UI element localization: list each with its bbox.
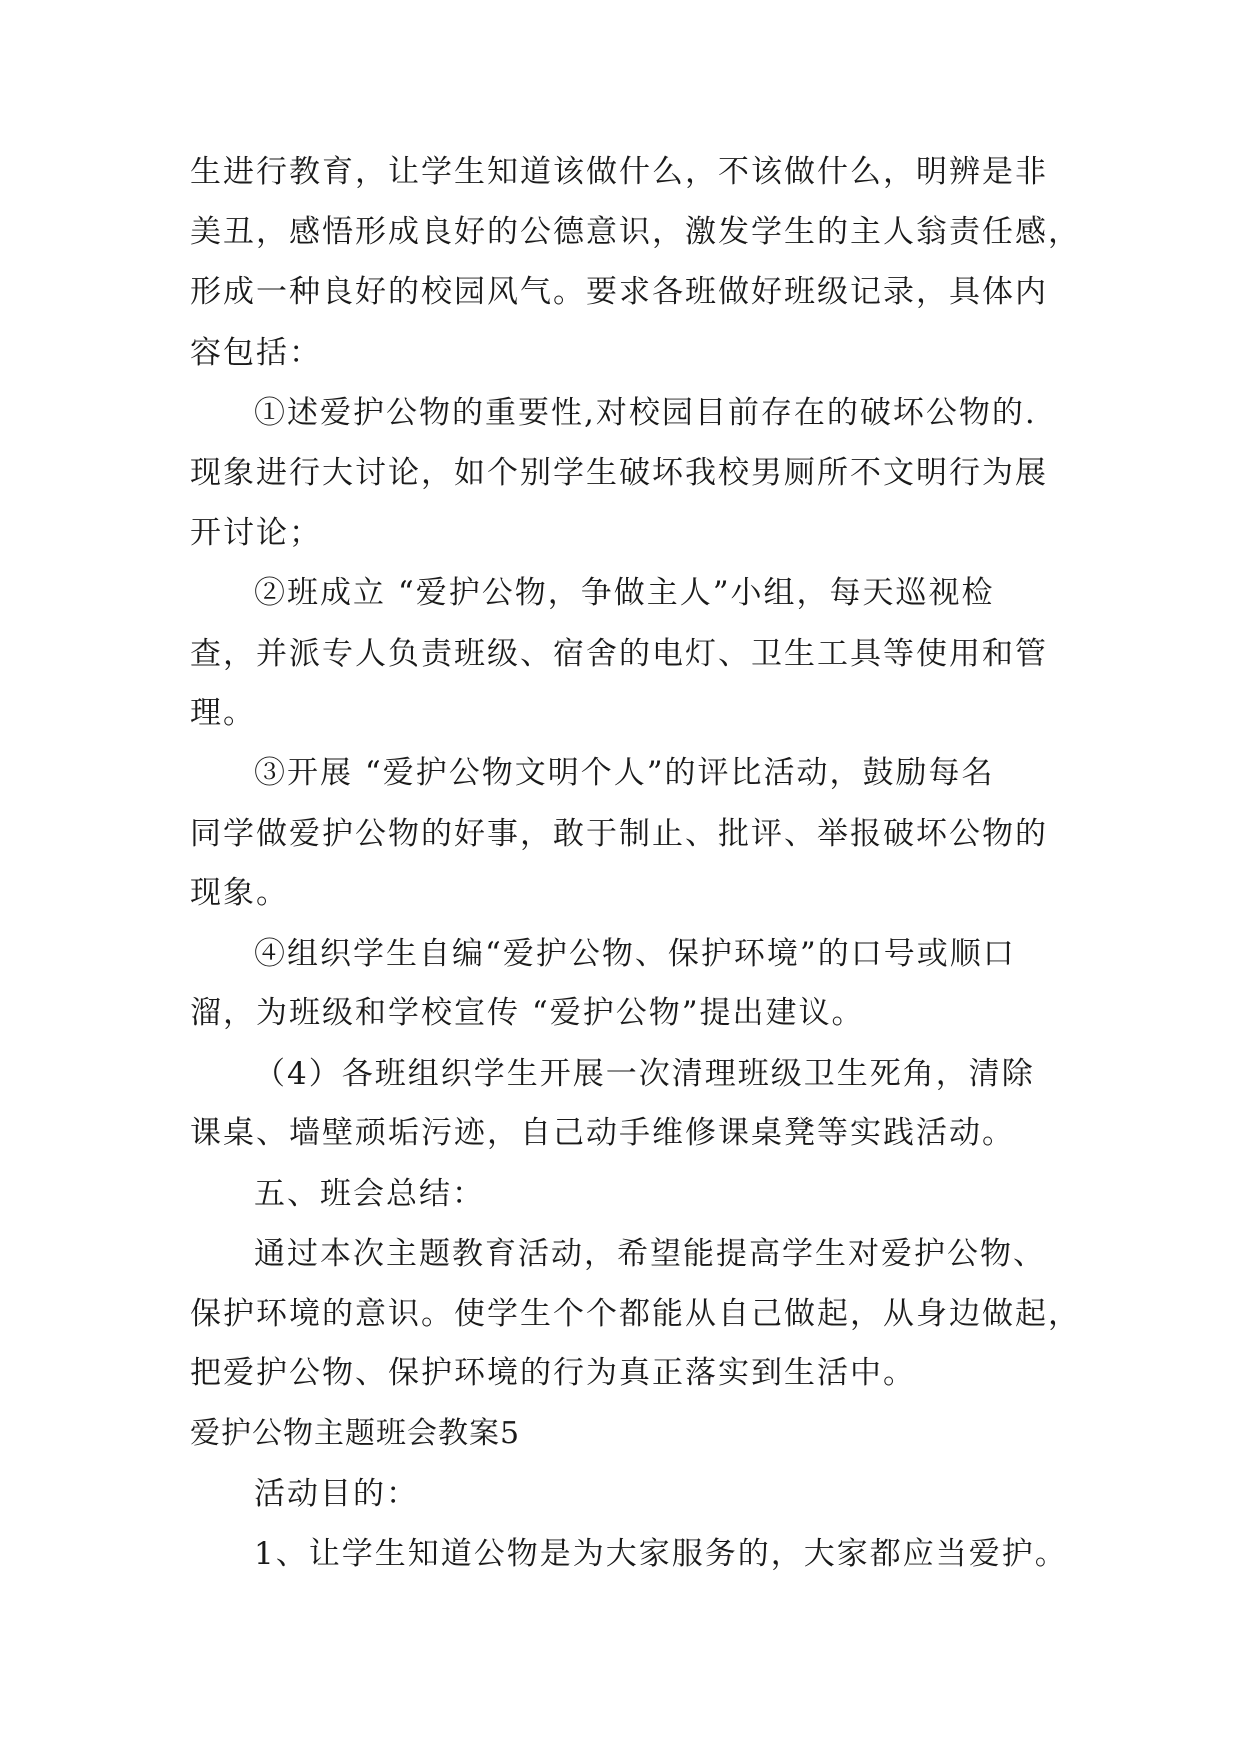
text-line: 理。 — [190, 695, 256, 731]
list-item-1: ①述爱护公物的重要性,对校园目前存在的破坏公物的. — [254, 395, 1037, 431]
text-line: 现象进行大讨论，如个别学生破坏我校男厕所不文明行为展 — [190, 455, 1048, 491]
text-line: 美丑，感悟形成良好的公德意识，激发学生的主人翁责任感， — [190, 214, 1081, 250]
list-item-2: ②班成立 “爱护公物，争做主人”小组，每天巡视检 — [254, 575, 995, 611]
text-line: 生进行教育，让学生知道该做什么，不该做什么，明辨是非 — [190, 154, 1048, 190]
text-line: 同学做爱护公物的好事，敢于制止、批评、举报破坏公物的 — [190, 816, 1048, 852]
list-item-4: ④组织学生自编“爱护公物、保护环境”的口号或顺口 — [254, 936, 1016, 972]
section-heading: 五、班会总结： — [254, 1176, 485, 1212]
list-item-3: ③开展 “爱护公物文明个人”的评比活动，鼓励每名 — [254, 755, 995, 791]
text-line: 查，并派专人负责班级、宿舍的电灯、卫生工具等使用和管 — [190, 636, 1048, 672]
text-line: 把爱护公物、保护环境的行为真正落实到生活中。 — [190, 1355, 916, 1391]
paragraph-4: （4）各班组织学生开展一次清理班级卫生死角，清除 — [254, 1056, 1035, 1092]
text-line: 溜，为班级和学校宣传 “爱护公物”提出建议。 — [190, 995, 865, 1031]
list-item: 1、让学生知道公物是为大家服务的，大家都应当爱护。 — [254, 1536, 1068, 1572]
document-title: 爱护公物主题班会教案5 — [190, 1416, 521, 1451]
text-line: 形成一种良好的校园风气。要求各班做好班级记录，具体内 — [190, 274, 1048, 310]
text-line: 现象。 — [190, 875, 289, 911]
text-line: 课桌、墙壁顽垢污迹，自己动手维修课桌凳等实践活动。 — [190, 1115, 1015, 1151]
summary-paragraph: 通过本次主题教育活动，希望能提高学生对爱护公物、 — [254, 1236, 1046, 1272]
section-heading: 活动目的： — [254, 1476, 419, 1512]
text-line: 保护环境的意识。使学生个个都能从自己做起，从身边做起， — [190, 1296, 1081, 1332]
text-line: 开讨论； — [190, 515, 322, 551]
text-line: 容包括： — [190, 335, 322, 371]
